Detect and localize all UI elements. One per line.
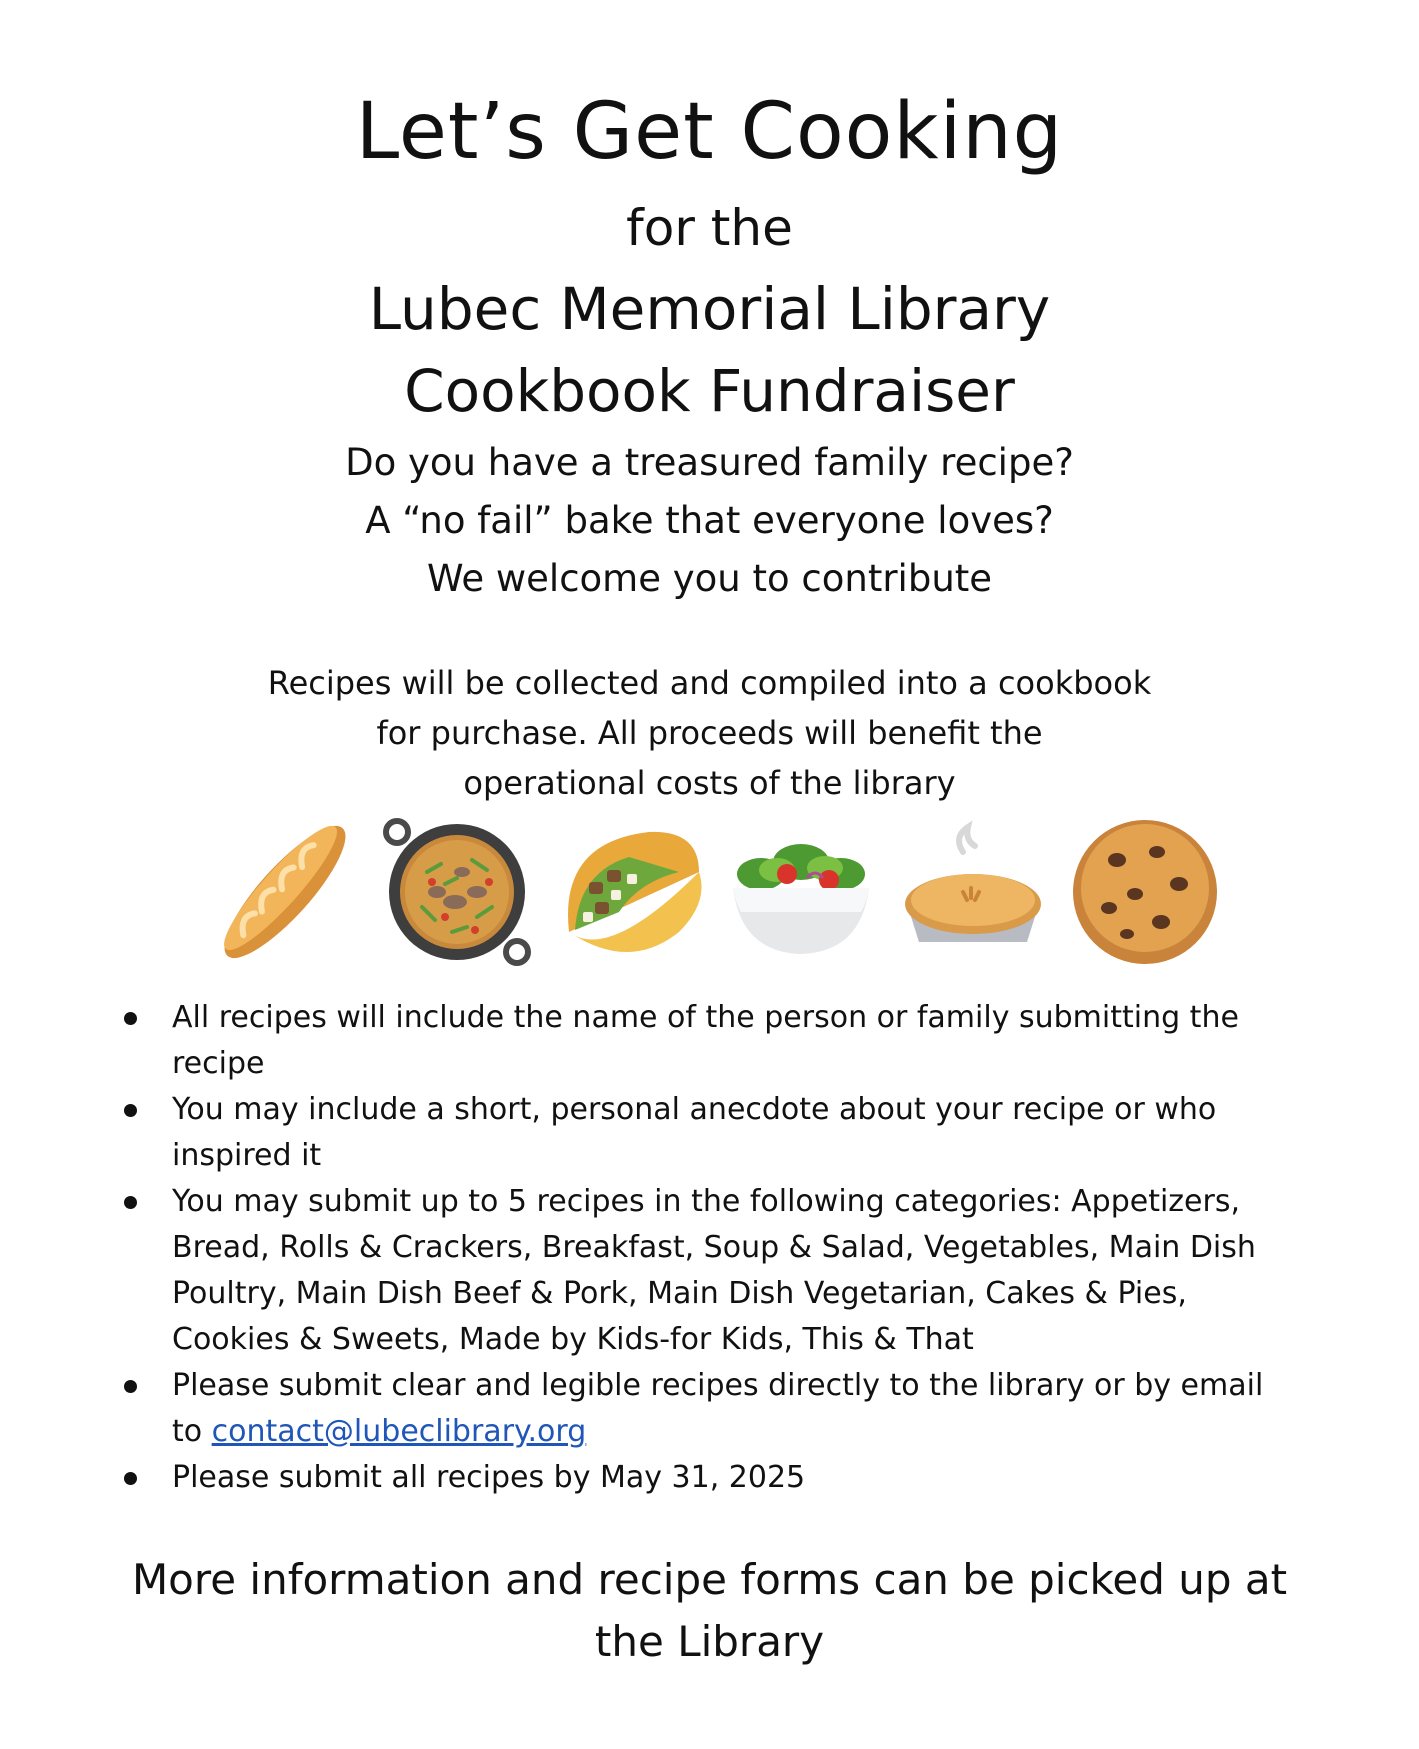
bullet-5-line-1: Please submit all recipes by May 31, 2025 (172, 1460, 806, 1495)
footer-line-1: More information and recipe forms can be picked up at (131, 1555, 1288, 1604)
flyer-title: Let’s Get Cooking (355, 87, 1064, 177)
intro-question-2: A “no fail” bake that everyone loves? (365, 499, 1054, 542)
bullet-marker (124, 1196, 137, 1209)
email-link[interactable]: contact@lubeclibrary.org (211, 1414, 587, 1449)
cookie-icon (1065, 812, 1225, 972)
bullet-2-line-1: You may include a short, personal anecdote about your recipe or who (172, 1092, 1217, 1127)
bullet-3-line-3: Poultry, Main Dish Beef & Pork, Main Dish Vegetarian, Cakes & Pies, (172, 1276, 1187, 1311)
taco-icon (549, 812, 709, 972)
email-prefix: to (172, 1414, 212, 1449)
bullet-1-line-2: recipe (172, 1046, 265, 1081)
fundraiser-name: Cookbook Fundraiser (404, 357, 1015, 425)
intro-invite: We welcome you to contribute (426, 557, 993, 600)
subtitle-for-the: for the (626, 199, 793, 257)
description-line-2: for purchase. All proceeds will benefit the (376, 714, 1043, 752)
bullet-3-line-4: Cookies & Sweets, Made by Kids-for Kids, This & That (172, 1322, 974, 1357)
food-icons-row (205, 812, 1225, 972)
bullet-marker (124, 1380, 137, 1393)
salad-bowl-icon (721, 812, 881, 972)
bullet-1-line-1: All recipes will include the name of the person or family submitting the (172, 1000, 1239, 1035)
bullet-marker (124, 1012, 137, 1025)
bullet-2-line-2: inspired it (172, 1138, 322, 1173)
description-line-1: Recipes will be collected and compiled into a cookbook (267, 664, 1152, 702)
baguette-icon (205, 812, 365, 972)
description-line-3: operational costs of the library (463, 764, 956, 802)
bullet-marker (124, 1104, 137, 1117)
bullet-4-line-1: Please submit clear and legible recipes directly to the library or by email (172, 1368, 1264, 1403)
paella-pan-icon (377, 812, 537, 972)
bullet-3-line-2: Bread, Rolls & Crackers, Breakfast, Soup & Salad, Vegetables, Main Dish (172, 1230, 1256, 1265)
bullet-3-line-1: You may submit up to 5 recipes in the following categories: Appetizers, (172, 1184, 1241, 1219)
library-name: Lubec Memorial Library (368, 275, 1051, 343)
intro-question-1: Do you have a treasured family recipe? (345, 441, 1074, 484)
bullet-marker (124, 1472, 137, 1485)
footer-line-2: the Library (594, 1617, 825, 1666)
pie-icon (893, 812, 1053, 972)
bullet-4-line-2 (172, 1410, 586, 1454)
